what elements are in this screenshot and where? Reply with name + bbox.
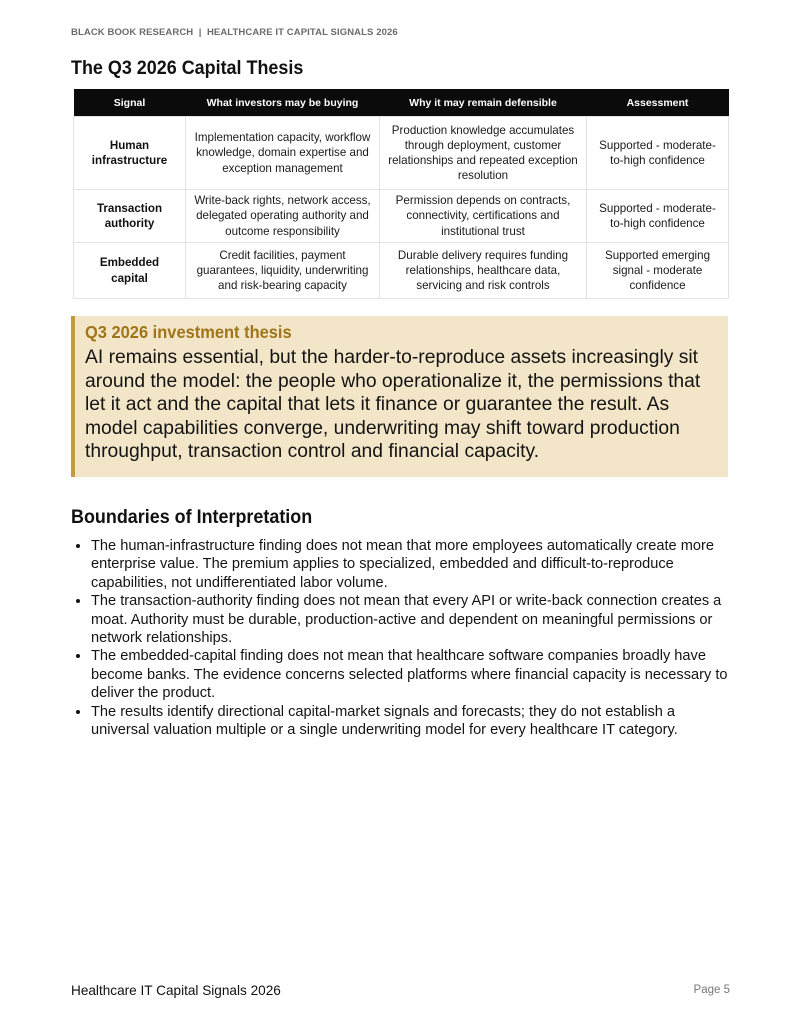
list-item: • The human-infrastructure finding does not mean that more employees automatically create more enterprise value. The premium applies to specialized, embedded and difficult-to-reproduce capabilities, not undifferentiated labor volume. [91,537,728,592]
buying-cell: Write-back rights, network access, delegated operating authority and outcome responsibility [186,190,380,243]
table-header-row [74,89,729,117]
list-item: • The transaction-authority finding does not mean that every API or write-back connection creates a moat. Authority must be durable, production-active and dependent on meaningful permissions or network relationships. [91,592,728,647]
list-item: • The embedded-capital finding does not mean that healthcare software companies broadly have become banks. The evidence concerns selected platforms where financial capacity is necessary to deliver the product. [91,647,728,702]
callout-title: Q3 2026 investment thesis [85,322,292,342]
defensible-cell: Durable delivery requires funding relationships, healthcare data, servicing and risk controls [380,243,587,299]
defensible-cell: Production knowledge accumulates through deployment, customer relationships and repeated exception resolution [380,117,587,190]
table-row [74,190,729,243]
footer-title: Healthcare IT Capital Signals 2026 [71,983,281,998]
investment-thesis-callout [71,316,728,477]
column-header-assessment: Assessment [587,89,729,117]
callout-body: AI remains essential, but the harder-to-reproduce assets increasingly sit around the model: the people who operationalize it, the permissions that let it act and the capital that lets it finance or guarantee the result. As model capabilities converge, underwriting may shift toward production throughput, transaction control and financial capacity. [85,347,701,463]
signal-cell: Embedded capital [74,243,186,299]
column-header-buying: What investors may be buying [186,89,380,117]
boundaries-title: Boundaries of Interpretation [71,506,313,528]
signal-cell: Human infrastructure [74,117,186,190]
signal-cell: Transaction authority [74,190,186,243]
buying-cell: Credit facilities, payment guarantees, liquidity, underwriting and risk-bearing capacity [186,243,380,299]
assessment-cell: Supported emerging signal - moderate confidence [587,243,729,299]
page-number: Page 5 [693,984,730,996]
capital-thesis-table [73,89,729,299]
boundaries-list [71,537,728,739]
column-header-defensible: Why it may remain defensible [380,89,587,117]
assessment-cell: Supported - moderate-to-high confidence [587,117,729,190]
column-header-signal: Signal [74,89,186,117]
buying-cell: Implementation capacity, workflow knowledge, domain expertise and exception management [186,117,380,190]
section-title: The Q3 2026 Capital Thesis [71,57,304,79]
table-row [74,243,729,299]
running-header: BLACK BOOK RESEARCH | HEALTHCARE IT CAPITAL SIGNALS 2026 [71,27,398,38]
defensible-cell: Permission depends on contracts, connectivity, certifications and institutional trust [380,190,587,243]
table-row [74,117,729,190]
assessment-cell: Supported - moderate-to-high confidence [587,190,729,243]
list-item: • The results identify directional capital-market signals and forecasts; they do not establish a universal valuation multiple or a single underwriting model for every healthcare IT category. [91,703,728,740]
